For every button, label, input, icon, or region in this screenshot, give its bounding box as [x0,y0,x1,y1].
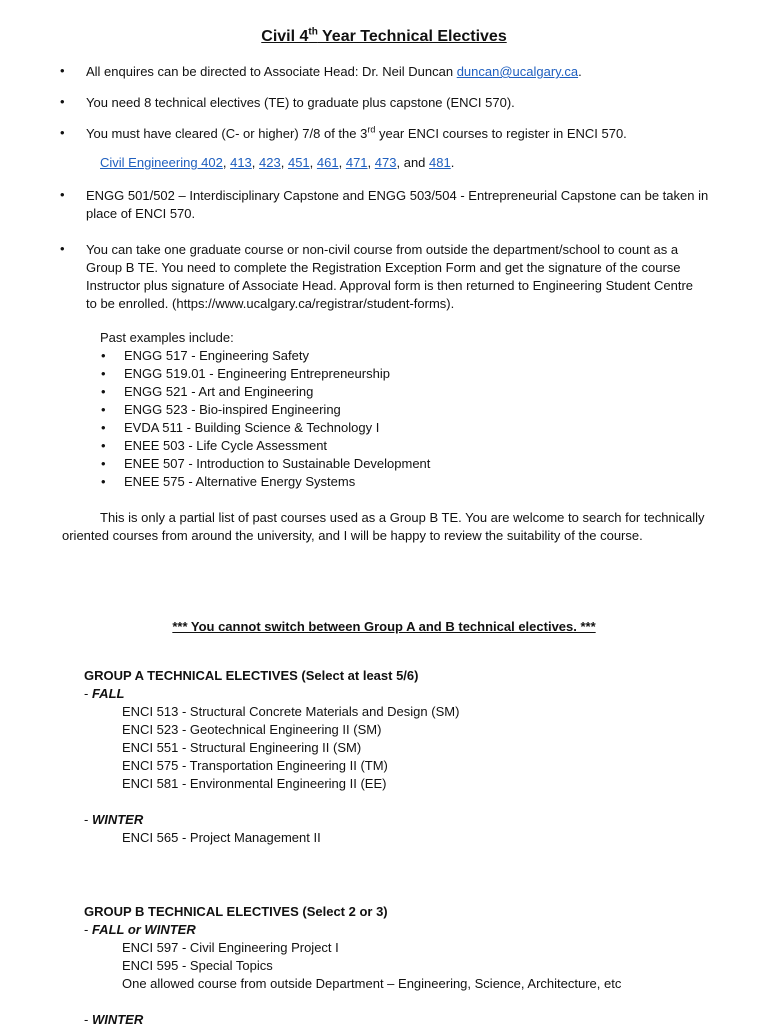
capstone-line: ENGG 501/502 – Interdisciplinary Capstone and ENGG 503/504 - Entrepreneurial Capstone can be taken in [86,188,709,203]
bullet-icon: • [60,63,65,78]
prerequisite-paragraph [86,125,738,143]
partial-list-note-line: oriented courses from around the university, and I will be happy to review the suitability of the course. [62,528,643,543]
course-item: One allowed course from outside Department – Engineering, Science, Architecture, etc [122,976,622,991]
bullet-icon: • [101,348,106,363]
course-item: ENCI 595 - Special Topics [122,958,273,973]
dash-text: - [84,812,92,827]
title-text-suffix: Year Technical Electives [317,28,507,45]
bullet-icon: • [101,366,106,381]
group-b-heading: GROUP B TECHNICAL ELECTIVES (Select 2 or 3) [84,904,388,919]
graduate-course-paragraph [86,241,738,313]
course-link-402[interactable]: Civil Engineering 402 [100,155,223,170]
term-label-fall-or-winter [84,922,196,937]
past-example-item: ENGG 521 - Art and Engineering [124,384,314,399]
prerequisite-text: You must have cleared (C- or higher) 7/8 of the 3 [86,126,368,141]
term-label-winter [84,812,143,827]
course-item: ENCI 551 - Structural Engineering II (SM) [122,740,362,755]
switch-warning: *** You cannot switch between Group A and B technical electives. *** [172,619,596,634]
bullet-icon: • [60,241,65,256]
contact-paragraph [86,63,738,81]
bullet-icon: • [101,438,106,453]
group-a-heading: GROUP A TECHNICAL ELECTIVES (Select at least 5/6) [84,668,419,683]
course-link-461[interactable]: 461 [316,155,339,170]
bullet-icon: • [60,94,65,109]
prerequisite-text-end: year ENCI courses to register in ENCI 570. [375,126,627,141]
winter-label: WINTER [91,1012,144,1027]
past-example-item: EVDA 511 - Building Science & Technology I [124,420,380,435]
title-superscript: th [308,26,318,38]
course-link-471[interactable]: 471 [345,155,368,170]
partial-list-note-line: This is only a partial list of past courses used as a Group B TE. You are welcome to search for technically [100,510,705,525]
course-link-423[interactable]: 423 [259,155,281,170]
dash-text: - [84,922,92,937]
contact-email-link[interactable]: duncan@ucalgary.ca [456,64,579,79]
graduate-course-line: Instructor plus signature of Associate Head. Approval form is then returned to Engineering Student Centre [86,278,694,293]
bullet-icon: • [60,187,65,202]
prerequisite-course-links: Civil Engineering 402, 413, 423, 451, 461, 471, 473, and 481. [100,155,455,170]
course-link-473[interactable]: 473 [374,155,397,170]
course-item: ENCI 575 - Transportation Engineering II (TM) [122,758,388,773]
course-item: ENCI 523 - Geotechnical Engineering II (SM) [122,722,382,737]
requirement-paragraph: You need 8 technical electives (TE) to graduate plus capstone (ENCI 570). [86,95,515,110]
fall-label: FALL [91,686,125,701]
past-example-item: ENEE 507 - Introduction to Sustainable Development [124,456,431,471]
past-example-item: ENGG 523 - Bio-inspired Engineering [124,402,341,417]
past-example-item: ENEE 575 - Alternative Energy Systems [124,474,356,489]
title-text: Civil 4 [261,28,309,45]
fall-or-winter-label: FALL or WINTER [91,922,196,937]
bullet-icon: • [101,474,106,489]
and-text: and [403,155,426,170]
course-item: ENCI 565 - Project Management II [122,830,321,845]
course-item: ENCI 581 - Environmental Engineering II (EE) [122,776,387,791]
term-label-fall [84,686,124,701]
graduate-course-line: Group B TE. You need to complete the Registration Exception Form and get the signature of the course [86,260,681,275]
past-example-item: ENGG 519.01 - Engineering Entrepreneurship [124,366,390,381]
course-item: ENCI 597 - Civil Engineering Project I [122,940,339,955]
dash-text: - [84,1012,92,1027]
graduate-course-line: to be enrolled. (https://www.ucalgary.ca/registrar/student-forms). [86,296,455,311]
bullet-icon: • [101,456,106,471]
graduate-course-line: You can take one graduate course or non-civil course from outside the department/school to count as a [86,242,679,257]
course-item: ENCI 513 - Structural Concrete Materials and Design (SM) [122,704,460,719]
course-link-451[interactable]: 451 [287,155,310,170]
winter-label: WINTER [91,812,144,827]
bullet-icon: • [101,384,106,399]
past-examples-heading: Past examples include: [100,330,234,345]
capstone-line: place of ENCI 570. [86,206,196,221]
prerequisite-superscript: rd [367,124,376,135]
course-link-413[interactable]: 413 [230,155,252,170]
past-example-item: ENEE 503 - Life Cycle Assessment [124,438,328,453]
course-link-481[interactable]: 481 [429,155,451,170]
term-label-winter [84,1012,143,1027]
bullet-icon: • [101,420,106,435]
bullet-icon: • [101,402,106,417]
past-example-item: ENGG 517 - Engineering Safety [124,348,309,363]
bullet-icon: • [60,125,65,140]
capstone-paragraph [86,187,738,223]
page-title [0,28,768,46]
contact-text: All enquires can be directed to Associate Head: Dr. Neil Duncan [86,64,457,79]
dash-text: - [84,686,92,701]
contact-end: . [578,64,582,79]
